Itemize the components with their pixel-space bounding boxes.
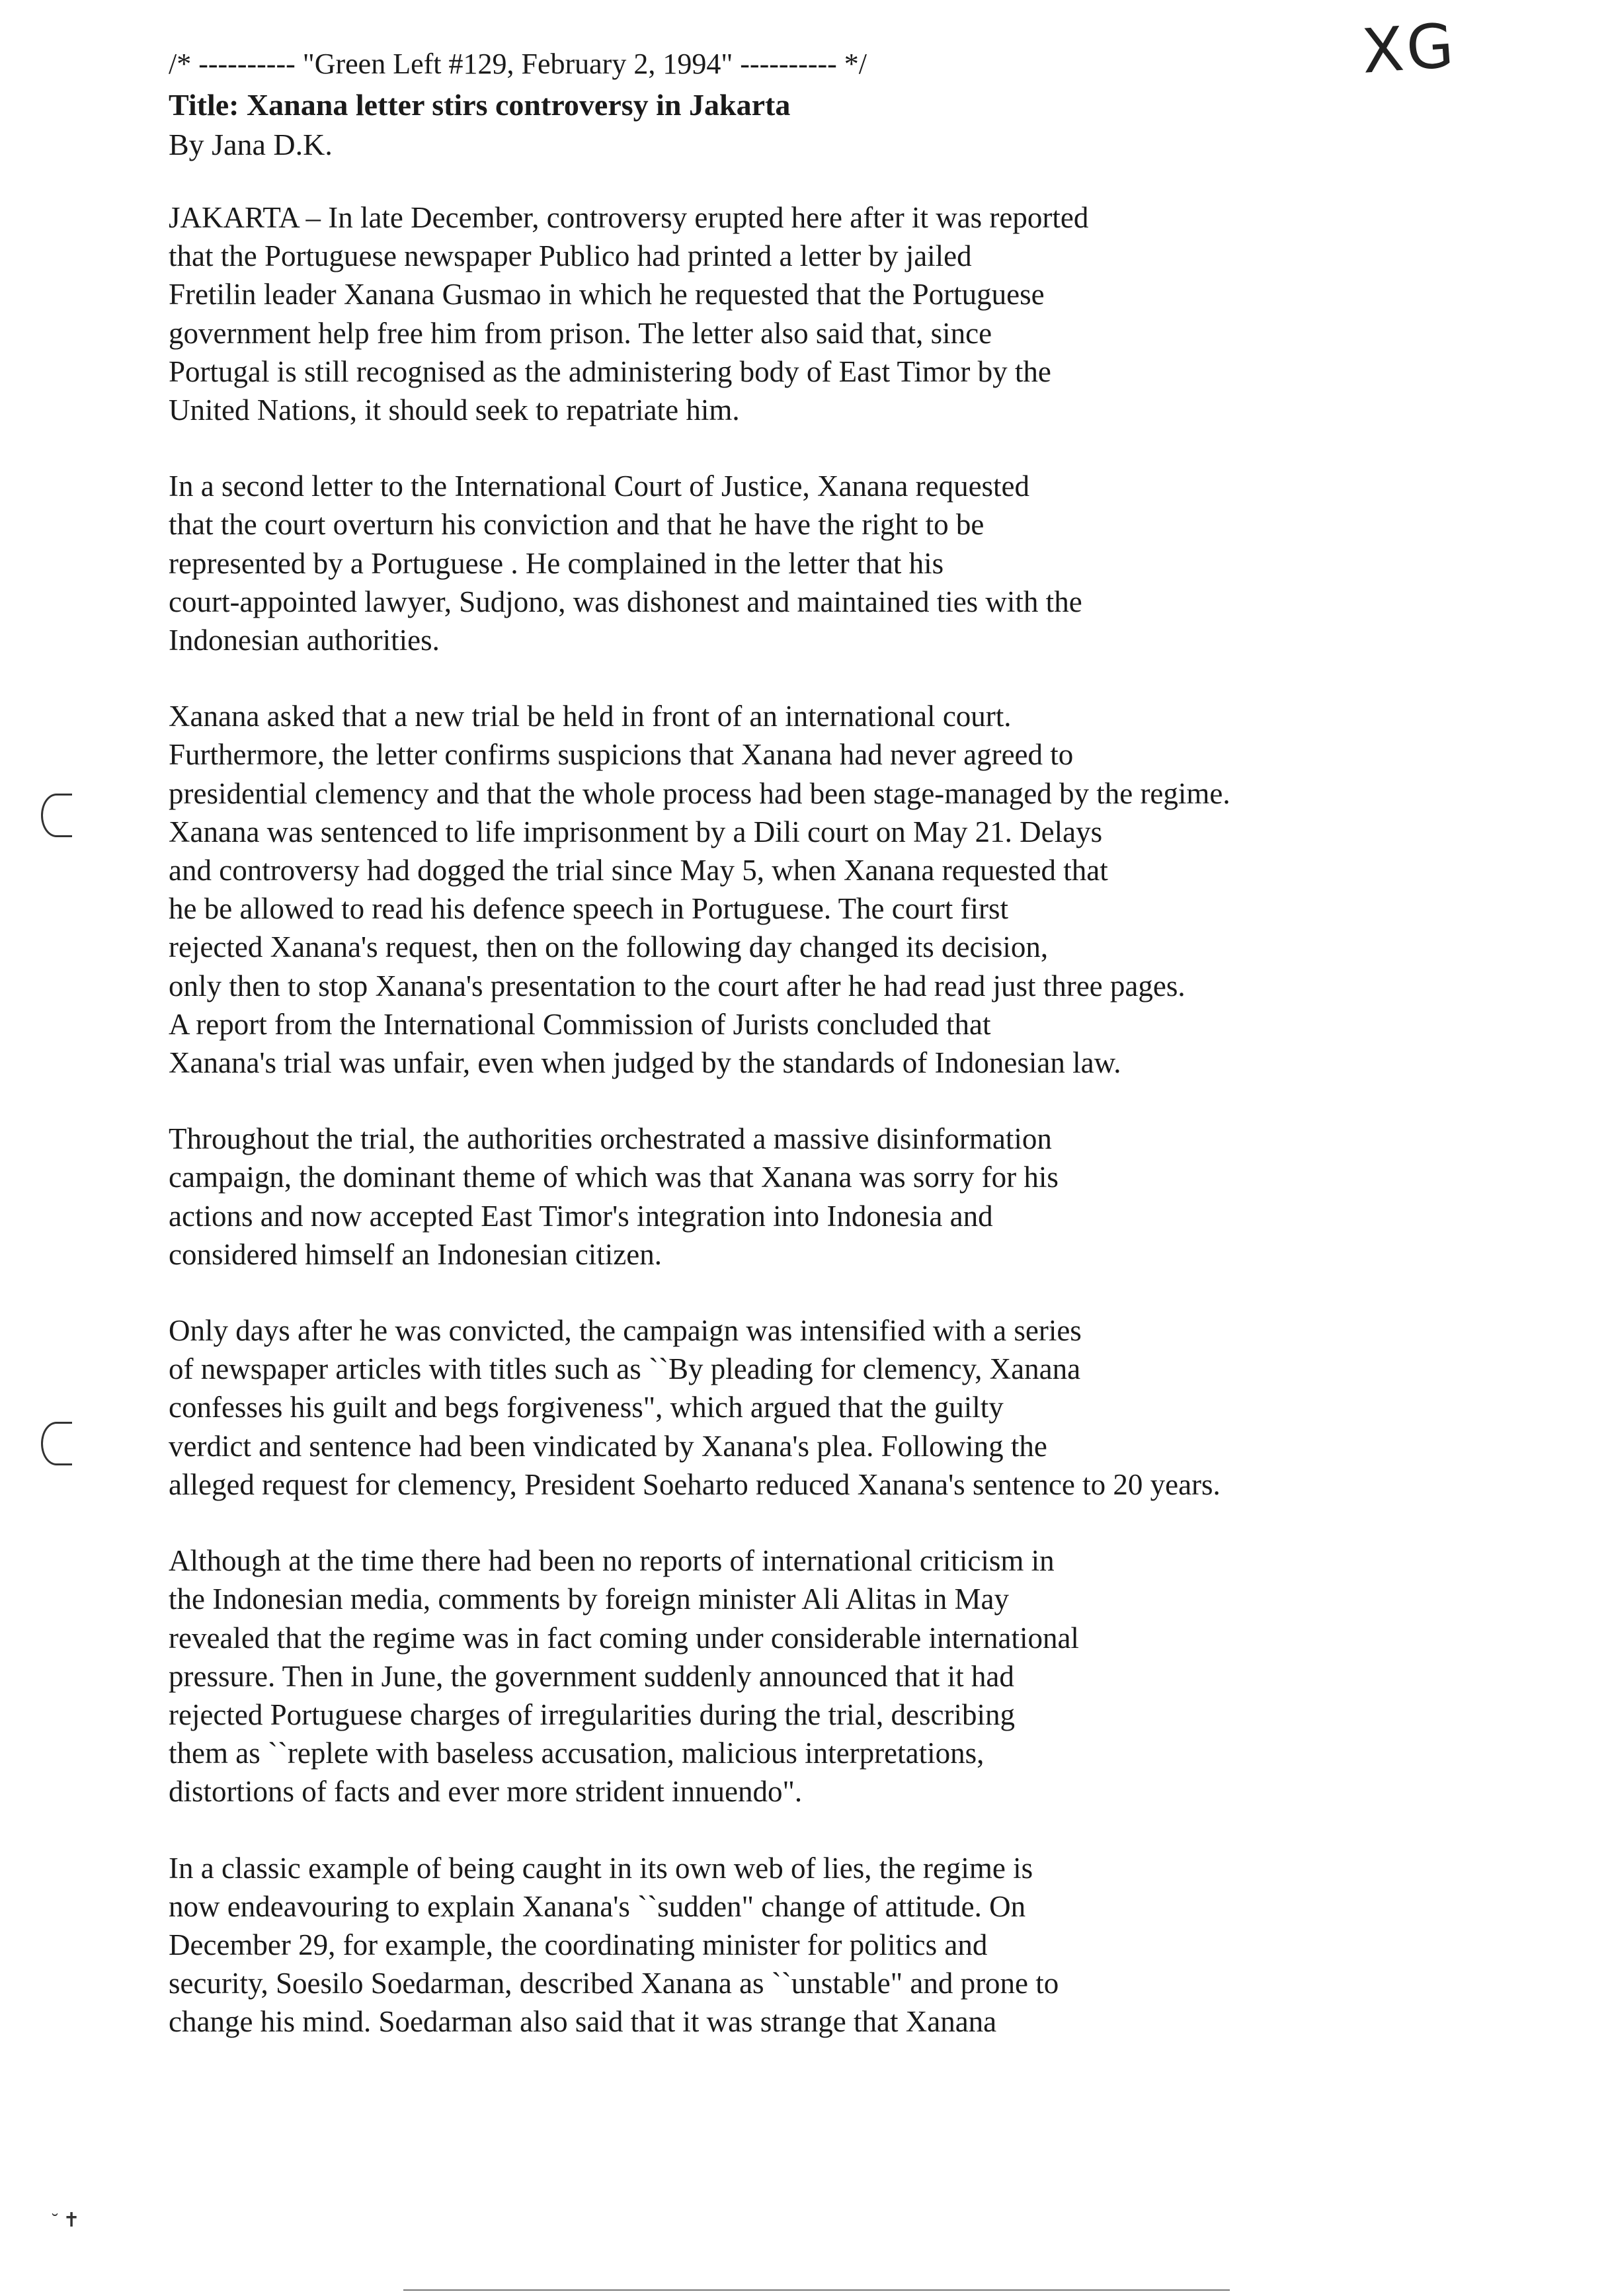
text-line: and controversy had dogged the trial since May 5, when Xanana requested that <box>169 854 1108 887</box>
text-line: change his mind. Soedarman also said that it was strange that Xanana <box>169 2005 997 2039</box>
byline: By Jana D.K. <box>169 128 333 161</box>
text-line: pressure. Then in June, the government suddenly announced that it had <box>169 1659 1014 1693</box>
paragraph <box>169 1311 1557 1504</box>
text-line: Throughout the trial, the authorities orchestrated a massive disinformation <box>169 1122 1052 1156</box>
paragraph <box>169 1849 1557 2041</box>
text-line: only then to stop Xanana's presentation to the court after he had read just three pages. <box>169 969 1186 1003</box>
text-line: Fretilin leader Xanana Gusmao in which he requested that the Portuguese <box>169 278 1045 311</box>
paragraph <box>169 697 1557 1082</box>
text-line: court-appointed lawyer, Sudjono, was dishonest and maintained ties with the <box>169 585 1082 618</box>
text-line: campaign, the dominant theme of which was that Xanana was sorry for his <box>169 1161 1059 1194</box>
text-line: that the Portuguese newspaper Publico had printed a letter by jailed <box>169 239 972 273</box>
paragraph <box>169 1541 1557 1811</box>
text-line: government help free him from prison. The letter also said that, since <box>169 316 992 350</box>
article-body <box>169 198 1557 2079</box>
text-line: revealed that the regime was in fact coming under considerable international <box>169 1621 1079 1655</box>
text-line: considered himself an Indonesian citizen. <box>169 1237 662 1271</box>
text-line: alleged request for clemency, President Soeharto reduced Xanana's sentence to 20 years. <box>169 1467 1221 1501</box>
paragraph <box>169 1120 1557 1274</box>
text-line: rejected Xanana's request, then on the following day changed its decision, <box>169 930 1049 964</box>
text-line: Portugal is still recognised as the administering body of East Timor by the <box>169 354 1051 388</box>
paragraph <box>169 467 1557 659</box>
text-line: A report from the International Commission of Jurists concluded that <box>169 1007 991 1041</box>
text-line: In a classic example of being caught in its own web of lies, the regime is <box>169 1851 1033 1885</box>
text-line: he be allowed to read his defence speech in Portuguese. The court first <box>169 892 1008 926</box>
text-line: Xanana asked that a new trial be held in front of an international court. <box>169 700 1012 733</box>
text-line: presidential clemency and that the whole process had been stage-managed by the regime. <box>169 776 1230 810</box>
text-line: Indonesian authorities. <box>169 624 440 657</box>
text-line: confesses his guilt and begs forgiveness", which argued that the guilty <box>169 1391 1004 1424</box>
text-line: Furthermore, the letter confirms suspicions that Xanana had never agreed to <box>169 738 1074 772</box>
text-line: them as ``replete with baseless accusation, malicious interpretations, <box>169 1737 985 1770</box>
article-title: Title: Xanana letter stirs controversy in Jakarta <box>169 88 791 122</box>
text-line: now endeavouring to explain Xanana's ``sudden" change of attitude. On <box>169 1889 1026 1923</box>
scan-speck-mark: ˘ ✝ <box>52 2209 80 2231</box>
bottom-rule <box>403 2289 1230 2291</box>
paragraph <box>169 198 1557 429</box>
text-line: security, Soesilo Soedarman, described Xanana as ``unstable" and prone to <box>169 1967 1059 2000</box>
text-line: Only days after he was convicted, the campaign was intensified with a series <box>169 1314 1082 1348</box>
text-line: JAKARTA – In late December, controversy erupted here after it was reported <box>169 201 1089 234</box>
text-line: distortions of facts and ever more strident innuendo". <box>169 1775 803 1809</box>
text-line: actions and now accepted East Timor's integration into Indonesia and <box>169 1199 993 1233</box>
text-line: the Indonesian media, comments by foreign minister Ali Alitas in May <box>169 1582 1010 1616</box>
margin-bracket-mark <box>41 1422 72 1465</box>
margin-bracket-mark <box>41 794 72 837</box>
text-line: Xanana was sentenced to life imprisonment by a Dili court on May 21. Delays <box>169 815 1103 848</box>
text-line: represented by a Portuguese . He complained in the letter that his <box>169 546 944 580</box>
text-line: Although at the time there had been no reports of international criticism in <box>169 1544 1055 1578</box>
header-line: /* ---------- "Green Left #129, February 2, 1994" ---------- */ <box>169 48 867 80</box>
text-line: United Nations, it should seek to repatriate him. <box>169 393 740 427</box>
text-line: that the court overturn his conviction and that he have the right to be <box>169 508 985 542</box>
text-line: verdict and sentence had been vindicated by Xanana's plea. Following the <box>169 1429 1047 1463</box>
text-line: of newspaper articles with titles such as ``By pleading for clemency, Xanana <box>169 1352 1081 1386</box>
text-line: Xanana's trial was unfair, even when judged by the standards of Indonesian law. <box>169 1046 1121 1080</box>
handwritten-note: XG <box>1359 10 1459 87</box>
text-line: In a second letter to the International Court of Justice, Xanana requested <box>169 470 1030 503</box>
text-line: December 29, for example, the coordinating minister for politics and <box>169 1928 988 1961</box>
text-line: rejected Portuguese charges of irregularities during the trial, describing <box>169 1698 1015 1731</box>
